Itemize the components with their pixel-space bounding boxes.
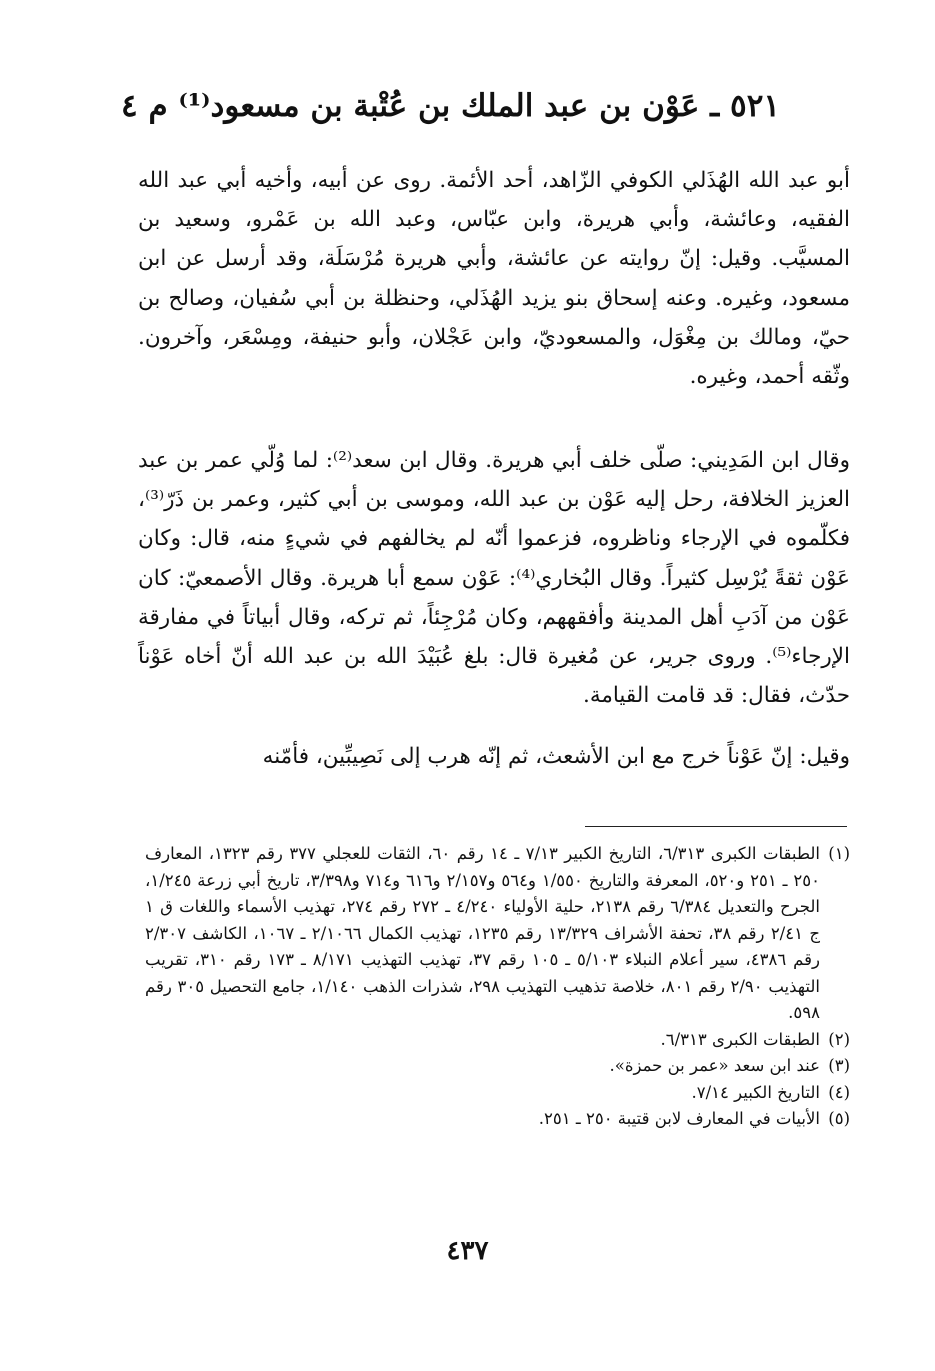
footnote-item <box>145 1106 850 1133</box>
footnote-text: الأبيات في المعارف لابن قتيبة ٢٥٠ ـ ٢٥١. <box>538 1109 820 1128</box>
footnote-item <box>145 1053 850 1080</box>
body-paragraph: أبو عبد الله الهُذَلي الكوفي الزّاهد، أحد الأئمة. روى عن أبيه، وأخيه أبي عبد الله الفقيه، وعائشة، وأبي هريرة، وابن عبّاس، وعبد الله بن عَمْرو، وسعيد بن المسيَّب. وقيل: إنّ روايته عن عائشة، وأبي هريرة مُرْسَلَة، وقد أرسل عن ابن مسعود، وغيره. وعنه إسحاق بنو يزيد الهُذَلي، وحنظلة بن أبي سُفيان، وصالح بن حيّ، ومالك بن مِغْوَل، والمسعوديّ، وابن عَجْلان، وأبو حنيفة، ومِسْعَر، وآخرون. وثّقه أحمد، وغيره. <box>138 168 850 390</box>
footnote-item <box>145 841 850 1027</box>
body-paragraph: وقيل: إنّ عَوْناً خرج مع ابن الأشعث، ثم إنّه هرب إلى نَصِيبِّين، فأمّنه <box>262 744 850 769</box>
footnote-item <box>145 1080 850 1107</box>
footnote-text: الطبقات الكبرى ٦/٣١٣، التاريخ الكبير ٧/١٣ ـ ١٤ رقم ٦٠، الثقات للعجلي ٣٧٧ رقم ١٣٢٣، المعارف ٢٥٠ ـ ٢٥١ و٥٢٠، المعرفة والتاريخ ١/٥٥٠ و٥٦٤ و٢/١٥٧ و٦١٦ و٧١٤ و٣/٣٩٨، تاريخ أبي زرعة ١/٢٤٥، الجرح والتعديل ٦/٣٨٤ رقم ٢١٣٨، حلية الأولياء ٤/٢٤٠ ـ ٢٧٢ رقم ٢٧٤، تهذيب الأسماء واللغات ق ١ ج ٢/٤١ رقم ٣٨، تحفة الأشراف ١٣/٣٢٩ رقم ١٢٣٥، تهذيب الكمال ٢/١٠٦٦ ـ ١٠٦٧، الكاشف ٢/٣٠٧ رقم ٤٣٨٦، سير أعلام النبلاء ٥/١٠٣ ـ ١٠٥ رقم ٣٧، تهذيب التهذيب ٨/١٧١ ـ ١٧٣ رقم ٣١٠، تقريب التهذيب ٢/٩٠ رقم ٨٠١، خلاصة تذهيب التهذيب ٢٩٨، شذرات الذهب ١/١٤٠، جامع التحصيل ٣٠٥ رقم ٥٩٨. <box>145 844 821 1022</box>
entry-heading: ٥٢١ ـ عَوْن بن عبد الملك بن عُتْبة بن مسعود⁽¹⁾ م ٤ <box>121 88 780 124</box>
footnote-number: (٤) <box>828 1082 850 1102</box>
footnote-item <box>145 1027 850 1054</box>
footnotes <box>145 841 850 1133</box>
footnote-number: (١) <box>828 844 850 863</box>
footnote-text: التاريخ الكبير ٧/١٤. <box>691 1082 820 1102</box>
footnote-divider <box>585 826 847 827</box>
page-number: ٤٣٧ <box>446 1236 489 1266</box>
footnote-text: عند ابن سعد «عمر بن حمزة». <box>609 1056 820 1075</box>
footnote-number: (٥) <box>828 1109 850 1128</box>
body-paragraph: وقال ابن المَدِيني: صلّى خلف أبي هريرة. وقال ابن سعد⁽²⁾: لما وُلّي عمر بن عبد العزيز الخلافة، رحل إليه عَوْن بن عبد الله، وموسى بن أبي كثير، وعمر بن ذَرّ⁽³⁾، فكلّموه في الإرجاء وناظروه، فزعموا أنّه لم يخالفهم في شيءٍ منه، قال: وكان عَوْن ثقةً يُرْسِل كثيراً. وقال البُخاري⁽⁴⁾: عَوْن سمع أبا هريرة. وقال الأصمعيّ: كان عَوْن من آدَبِ أهل المدينة وأفقههم، وكان مُرْجِئاً، ثم تركه، وقال أبياتاً في مفارقة الإرجاء⁽⁵⁾. وروى جرير، عن مُغيرة قال: بلغ عُبَيْدَ الله بن عبد الله أنّ أخاه عَوْناً حدّث، فقال: قد قامت القيامة. <box>138 448 850 709</box>
footnote-number: (٢) <box>828 1029 850 1049</box>
footnote-text: الطبقات الكبرى ٦/٣١٣. <box>660 1029 820 1049</box>
footnote-number: (٣) <box>828 1056 850 1075</box>
